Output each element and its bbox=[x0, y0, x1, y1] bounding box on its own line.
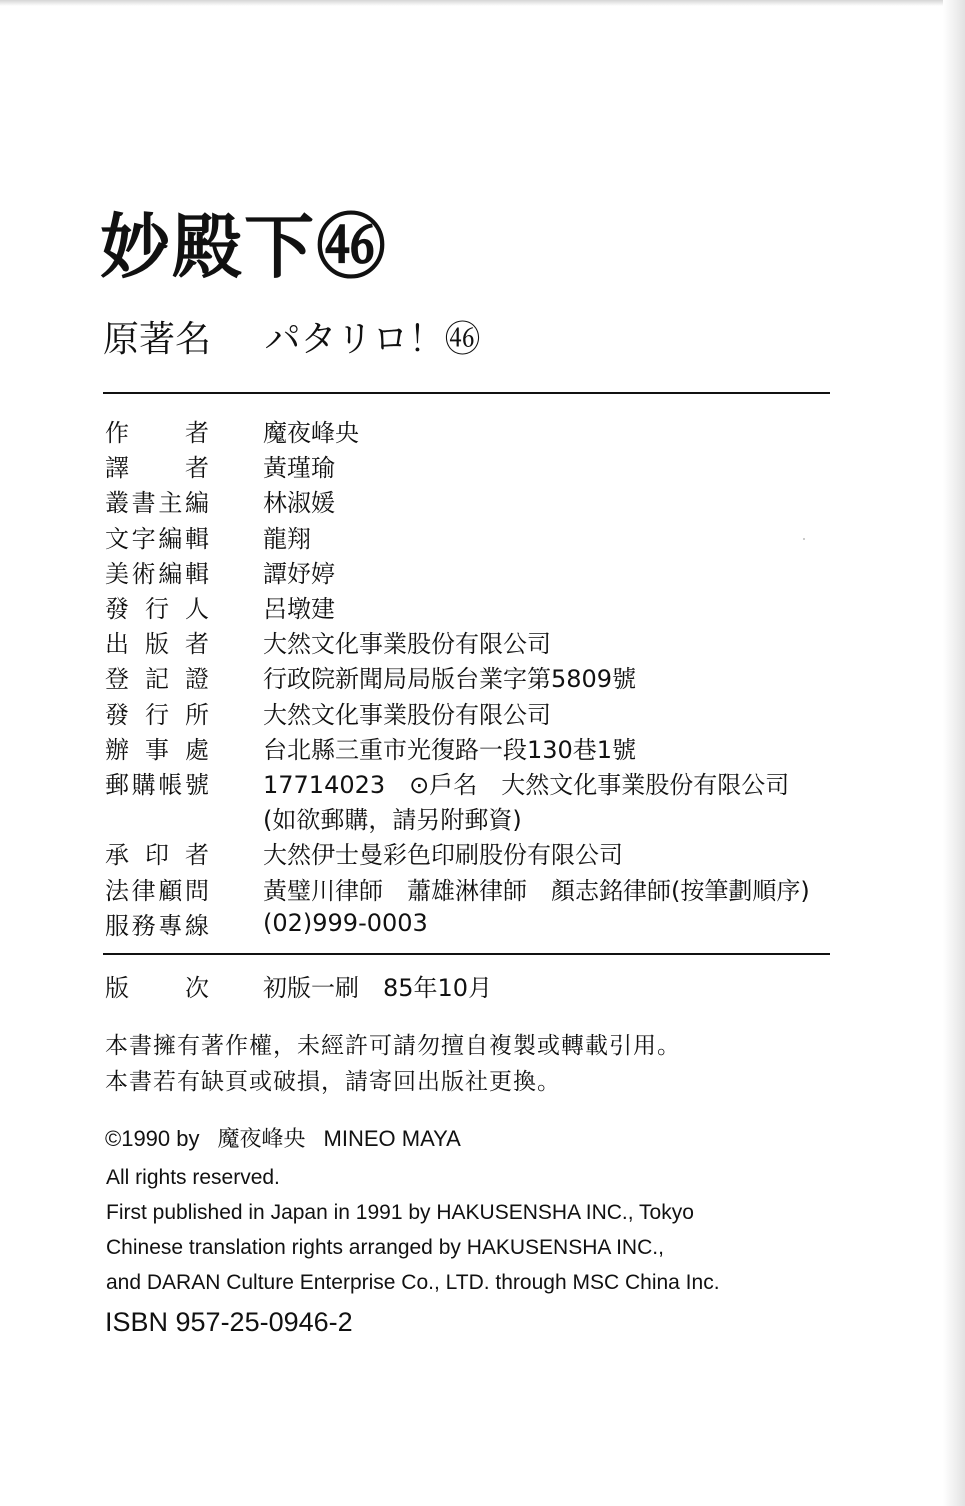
rights-line: Chinese translation rights arranged by HAKUSENSHA INC., bbox=[106, 1236, 664, 1259]
credit-label: 文字編輯 bbox=[105, 524, 209, 553]
credit-row bbox=[105, 765, 845, 800]
credit-value: 譚妤婷 bbox=[263, 559, 335, 588]
original-title-label: 原著名 bbox=[103, 319, 212, 360]
credit-value: 林淑媛 bbox=[263, 489, 335, 518]
credit-value: (如欲郵購，請另附郵資) bbox=[263, 806, 522, 835]
edition-value: 初版一刷 85年10月 bbox=[263, 974, 493, 1002]
credit-row bbox=[105, 695, 845, 730]
credit-row bbox=[105, 483, 845, 518]
credit-label: 出版者 bbox=[105, 630, 209, 659]
copyright-prefix: ©1990 by bbox=[105, 1126, 200, 1151]
credit-value: 黃瑾瑜 bbox=[263, 454, 335, 483]
credit-value: (02)999-0003 bbox=[263, 909, 428, 938]
credit-label: 法律顧問 bbox=[105, 876, 209, 905]
credit-value: 17714023 ⊙戶名 大然文化事業股份有限公司 bbox=[263, 770, 790, 799]
credit-label: 發行所 bbox=[105, 700, 209, 729]
credit-row bbox=[105, 906, 845, 941]
copyright-author-en: MINEO MAYA bbox=[323, 1126, 461, 1151]
copyright-author-jp: 魔夜峰央 bbox=[217, 1126, 306, 1151]
divider-bottom bbox=[103, 953, 830, 955]
credit-row bbox=[105, 659, 845, 694]
credit-label: 譯者 bbox=[105, 454, 209, 483]
credit-label: 辦事處 bbox=[105, 735, 209, 764]
book-title: 妙殿下㊻ bbox=[100, 206, 388, 288]
rights-line: and DARAN Culture Enterprise Co., LTD. through MSC China Inc. bbox=[106, 1271, 720, 1294]
credit-label: 服務專線 bbox=[105, 911, 209, 940]
isbn: ISBN 957-25-0946-2 bbox=[105, 1307, 353, 1337]
credits-list bbox=[105, 413, 845, 941]
credit-row bbox=[105, 554, 845, 589]
credit-value: 龍翔 bbox=[263, 524, 311, 553]
rights-line: All rights reserved. bbox=[106, 1166, 280, 1189]
credit-row bbox=[105, 519, 845, 554]
credit-label: 登記證 bbox=[105, 665, 209, 694]
credit-value: 行政院新聞局局版台業字第5809號 bbox=[263, 665, 637, 694]
copyright-notice: 本書擁有著作權，未經許可請勿擅自複製或轉載引用。 bbox=[105, 1033, 681, 1059]
credit-label: 郵購帳號 bbox=[105, 770, 209, 799]
credit-row bbox=[105, 413, 845, 448]
copyright-line bbox=[105, 1122, 461, 1153]
credit-row bbox=[105, 589, 845, 624]
divider-top bbox=[103, 392, 830, 394]
credit-row bbox=[105, 835, 845, 870]
credit-label: 承印者 bbox=[105, 841, 209, 870]
credit-row bbox=[105, 624, 845, 659]
credit-row bbox=[105, 800, 845, 835]
original-title bbox=[103, 319, 481, 360]
damage-notice: 本書若有缺頁或破損，請寄回出版社更換。 bbox=[105, 1069, 561, 1095]
credit-value: 呂墩建 bbox=[263, 595, 335, 624]
page-top-edge bbox=[0, 0, 965, 6]
edition-row bbox=[105, 968, 492, 1003]
credit-label: 叢書主編 bbox=[105, 489, 209, 518]
credit-value: 台北縣三重市光復路一段130巷1號 bbox=[263, 735, 637, 764]
credit-value: 黃璧川律師 蕭雄淋律師 顏志銘律師(按筆劃順序) bbox=[263, 876, 810, 905]
credit-value: 大然伊士曼彩色印刷股份有限公司 bbox=[263, 841, 623, 870]
rights-line: First published in Japan in 1991 by HAKUSENSHA INC., Tokyo bbox=[106, 1201, 694, 1224]
page-right-edge bbox=[943, 0, 965, 1506]
credit-label: 作者 bbox=[105, 419, 209, 448]
credit-row bbox=[105, 870, 845, 905]
credit-value: 大然文化事業股份有限公司 bbox=[263, 630, 551, 659]
edition-label: 版次 bbox=[105, 974, 209, 1002]
original-title-value: パタリロ！㊻ bbox=[264, 319, 481, 360]
credit-row bbox=[105, 730, 845, 765]
credit-label: 美術編輯 bbox=[105, 559, 209, 588]
credit-value: 大然文化事業股份有限公司 bbox=[263, 700, 551, 729]
credit-value: 魔夜峰央 bbox=[263, 419, 359, 448]
credit-label: 發行人 bbox=[105, 595, 209, 624]
credit-row bbox=[105, 448, 845, 483]
